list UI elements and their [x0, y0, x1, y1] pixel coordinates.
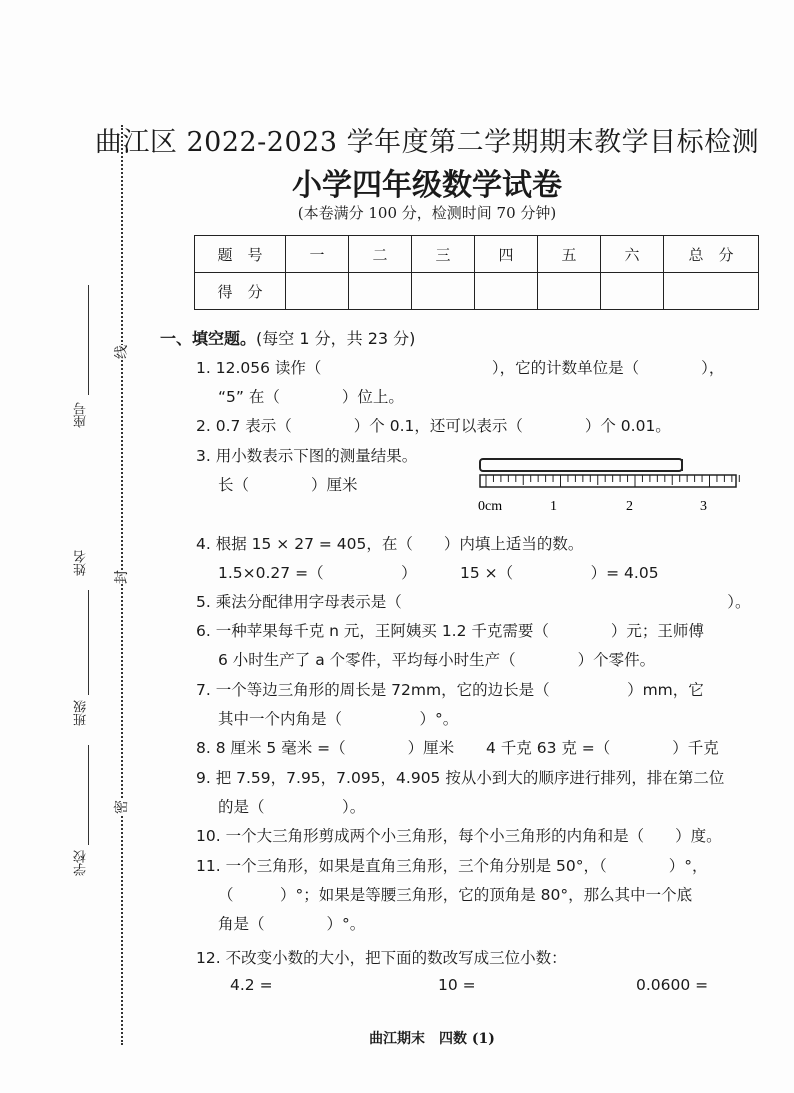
- ruler-label-0: 0cm: [478, 499, 503, 514]
- name-label: 姓名: [74, 550, 89, 576]
- question-10: 10. 一个大三角形剪成两个小三角形，每个小三角形的内角和是（ ）度。: [196, 827, 722, 845]
- question-4-line-c: 15 ×（ ）= 4.05: [460, 564, 659, 582]
- question-3-line-b: 长（ ）厘米: [218, 476, 358, 494]
- score-cell[interactable]: [412, 273, 475, 310]
- seal-mark-secret: 密: [109, 800, 133, 814]
- seal-mark-seal: 封: [109, 570, 133, 584]
- seat-number-label: 座号: [74, 402, 89, 428]
- score-header-cell: 题 号: [195, 236, 286, 273]
- question-12-item-1: 4.2 =: [230, 976, 273, 994]
- score-cell[interactable]: [601, 273, 664, 310]
- question-7-line-b: 其中一个内角是（ ）°。: [218, 710, 459, 728]
- section-heading: [160, 326, 415, 349]
- question-11-line-c: 角是（ ）°。: [218, 915, 366, 933]
- score-row-label: 得 分: [195, 273, 286, 310]
- exam-subtitle: (本卷满分 100 分，检测时间 70 分钟): [297, 204, 557, 222]
- question-4-line-b: 1.5×0.27 =（ ）: [218, 564, 417, 582]
- section-note: (每空 1 分，共 23 分): [256, 329, 416, 348]
- score-cell[interactable]: [475, 273, 538, 310]
- ruler-figure: [478, 455, 740, 525]
- measured-bar: [480, 459, 682, 471]
- question-3-line-a: 3. 用小数表示下图的测量结果。: [196, 447, 418, 465]
- score-header-cell: 三: [412, 236, 475, 273]
- question-12-item-3: 0.0600 =: [636, 976, 709, 994]
- question-7-line-a: 7. 一个等边三角形的周长是 72mm，它的边长是（ ）mm，它: [196, 681, 704, 699]
- score-cell[interactable]: [538, 273, 601, 310]
- score-header-cell: 五: [538, 236, 601, 273]
- question-6-line-b: 6 小时生产了 a 个零件，平均每小时生产（ ）个零件。: [218, 651, 656, 669]
- score-cell[interactable]: [349, 273, 412, 310]
- score-table-score-row: [195, 273, 759, 310]
- section-title: 一、填空题。: [160, 329, 257, 348]
- question-5: 5. 乘法分配律用字母表示是（ ）。: [196, 593, 751, 611]
- question-1-line-b: “5” 在（ ）位上。: [218, 388, 404, 406]
- seal-mark-line: 线: [109, 345, 133, 359]
- question-12-line-a: 12. 不改变小数的大小，把下面的数改写成三位小数：: [196, 949, 567, 967]
- school-label: 学校: [74, 850, 89, 876]
- question-8-line-b: 4 千克 63 克 =（ ）千克: [486, 739, 719, 757]
- score-header-cell: 二: [349, 236, 412, 273]
- ruler-label-3: 3: [700, 499, 707, 514]
- score-cell[interactable]: [664, 273, 759, 310]
- question-12-item-2: 10 =: [438, 976, 476, 994]
- score-header-cell: 四: [475, 236, 538, 273]
- class-blank[interactable]: [88, 745, 89, 845]
- exam-title-line2: 小学四年级数学试卷: [292, 168, 562, 203]
- question-8-line-a: 8. 8 厘米 5 毫米 =（ ）厘米: [196, 739, 455, 757]
- name-blank[interactable]: [88, 590, 89, 695]
- question-1-line-a: 1. 12.056 读作（ ），它的计数单位是（ ），: [196, 359, 725, 377]
- ruler-label-1: 1: [550, 499, 557, 514]
- ruler-label-2: 2: [626, 499, 633, 514]
- score-header-cell: 一: [286, 236, 349, 273]
- score-header-cell: 总 分: [664, 236, 759, 273]
- question-11-line-a: 11. 一个三角形，如果是直角三角形，三个角分别是 50°，（ ）°，: [196, 857, 708, 875]
- question-6-line-a: 6. 一种苹果每千克 n 元，王阿姨买 1.2 千克需要（ ）元；王师傅: [196, 622, 704, 640]
- question-11-line-b: （ ）°；如果是等腰三角形，它的顶角是 80°，那么其中一个底: [218, 886, 693, 904]
- question-9-line-a: 9. 把 7.59，7.95，7.095，4.905 按从小到大的顺序进行排列，排在第二位: [196, 769, 725, 787]
- score-table: [194, 235, 759, 310]
- exam-title-line1: 曲江区 2022-2023 学年度第二学期期末教学目标检测: [94, 127, 760, 158]
- question-9-line-b: 的是（ ）。: [218, 798, 366, 816]
- score-header-cell: 六: [601, 236, 664, 273]
- seat-number-blank[interactable]: [88, 285, 89, 395]
- score-table-header-row: [195, 236, 759, 273]
- binding-dotted-line: [121, 125, 123, 1045]
- question-2: 2. 0.7 表示（ ）个 0.1，还可以表示（ ）个 0.01。: [196, 417, 671, 435]
- class-label: 班级: [74, 700, 89, 726]
- page-footer: 曲江期末 四数 (1): [369, 1031, 495, 1047]
- question-4-line-a: 4. 根据 15 × 27 = 405，在（ ）内填上适当的数。: [196, 535, 584, 553]
- score-cell[interactable]: [286, 273, 349, 310]
- ruler-body: [480, 475, 736, 487]
